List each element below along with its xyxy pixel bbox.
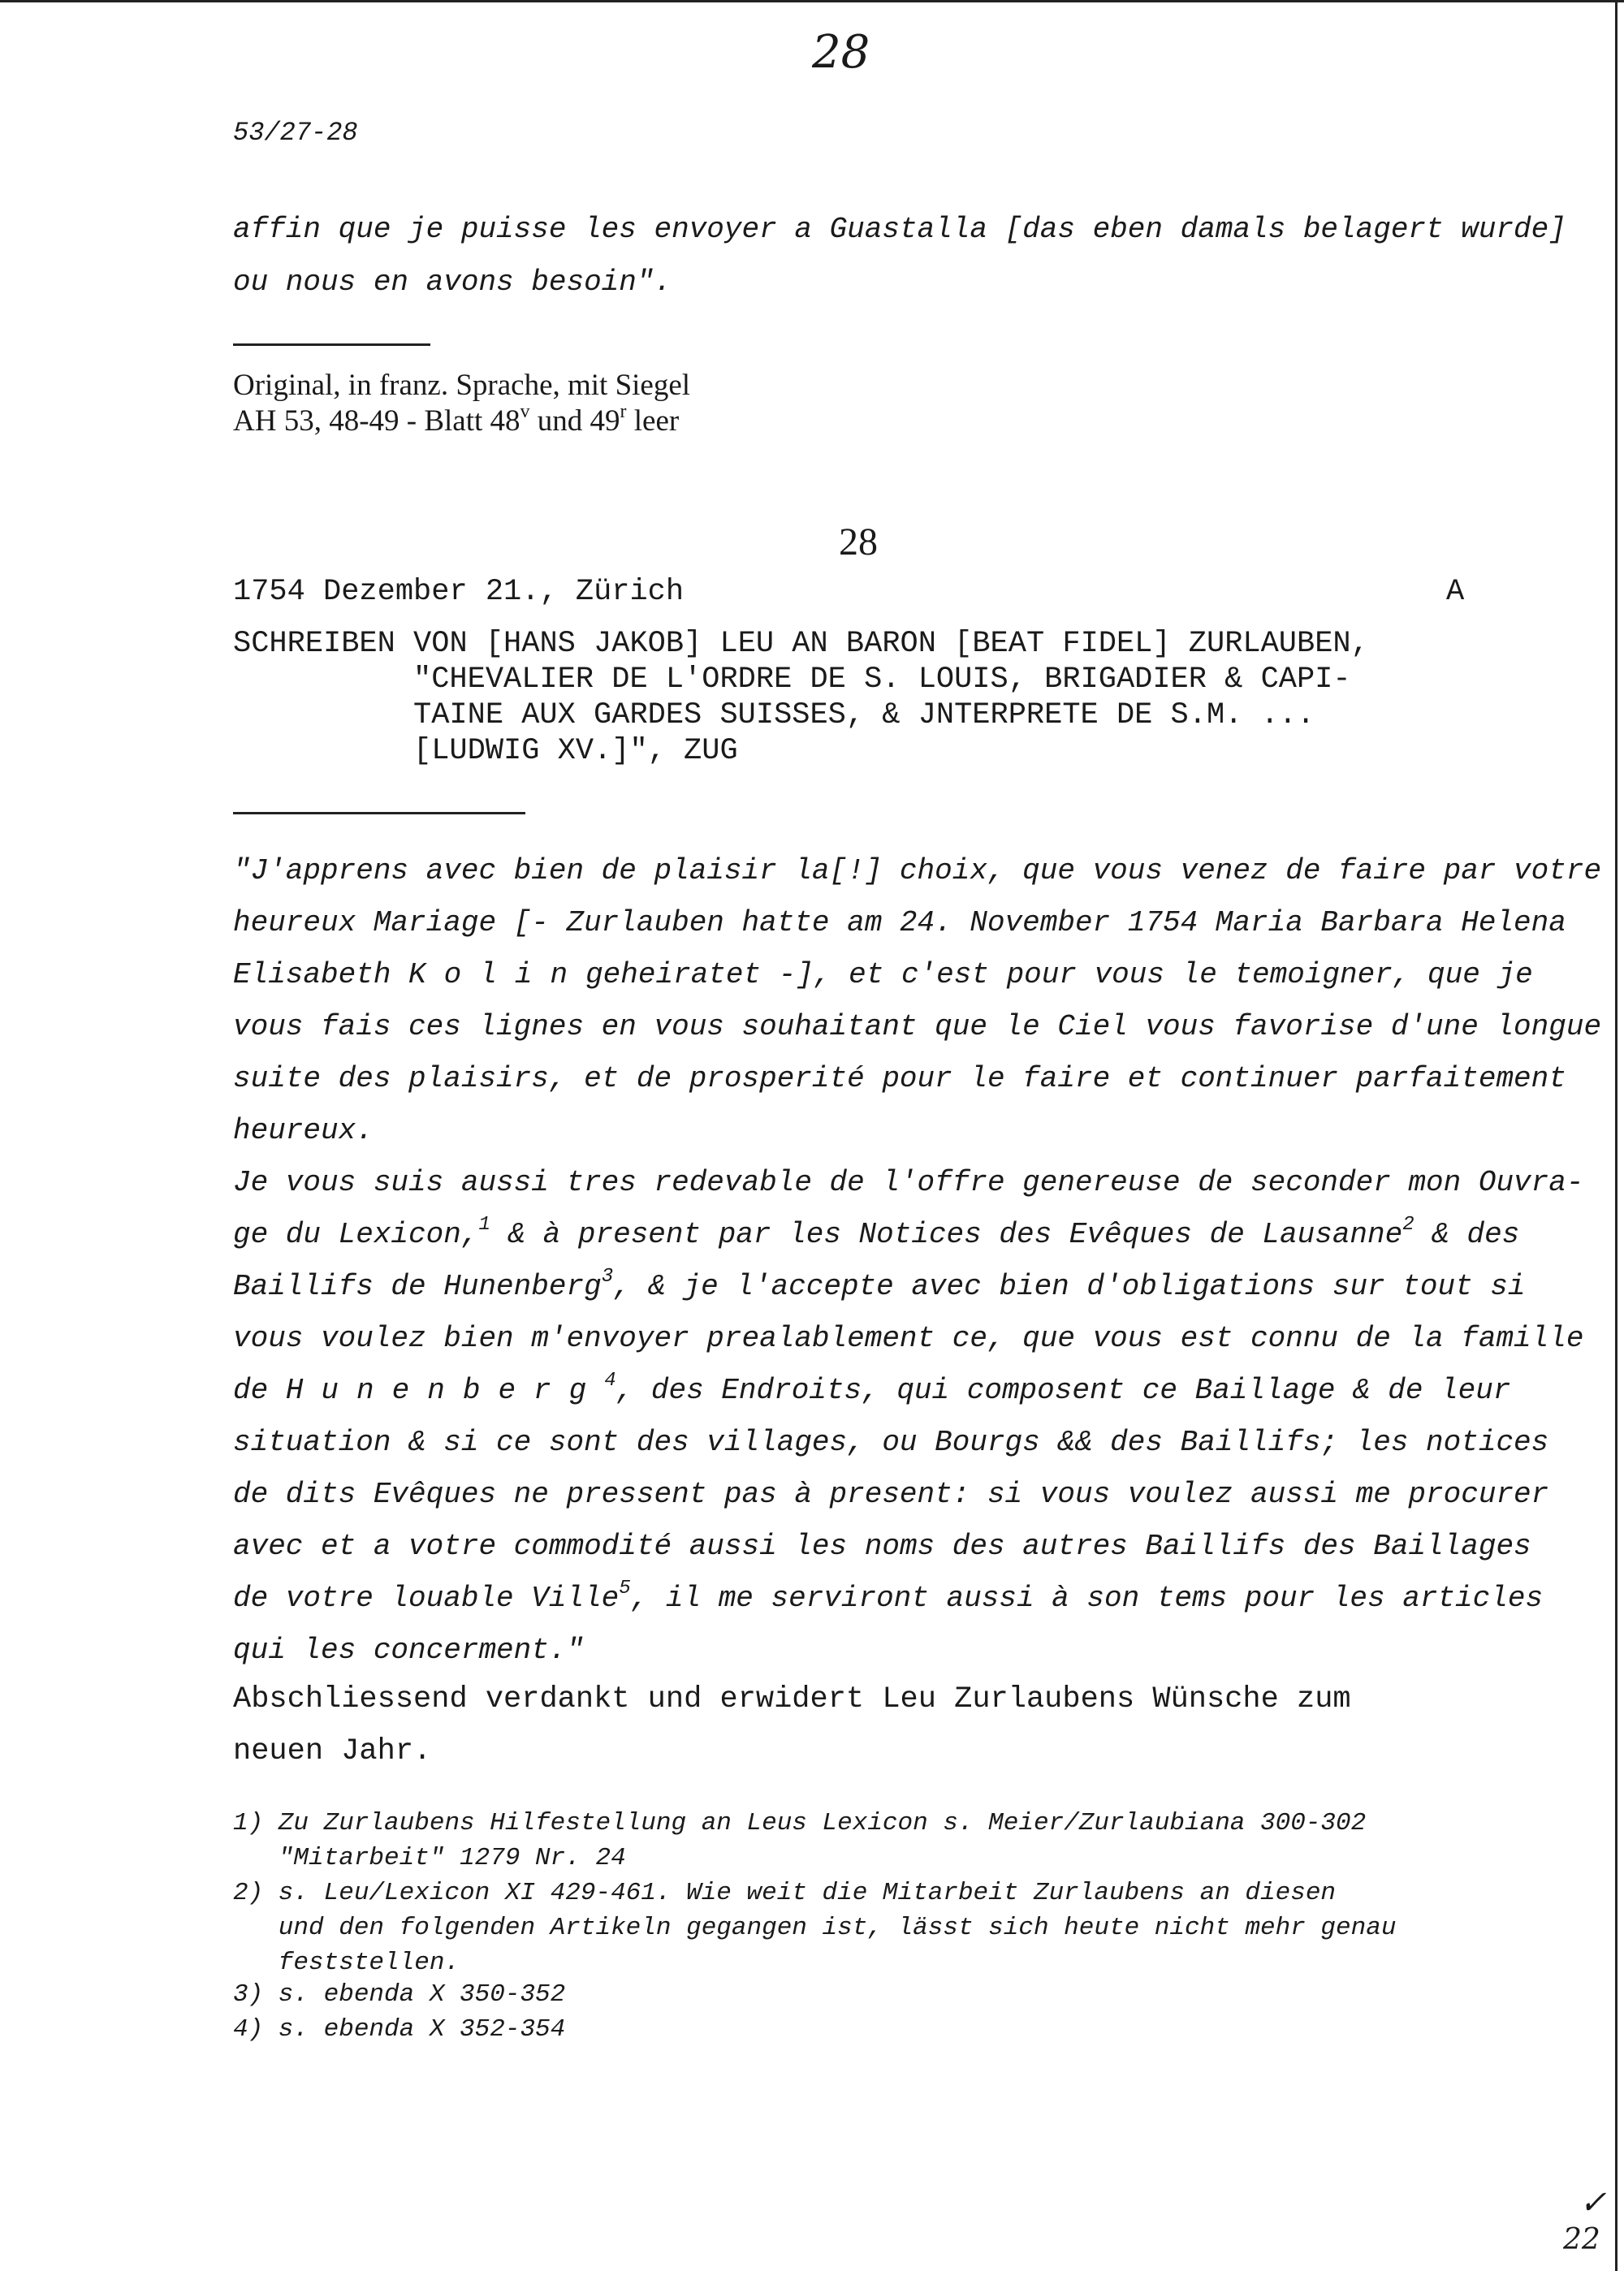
footnote-ref-3: 3 [601, 1266, 614, 1288]
footnote-1: 1) Zu Zurlaubens Hilfestellung an Leus Lexicon s. Meier/Zurlaubiana 300-302 "Mitarbeit" 1279 Nr. 24 [233, 1809, 1367, 1872]
footnote-ref-4: 4 [604, 1370, 616, 1392]
corner-number: 22 [1563, 2223, 1600, 2256]
quote-line-6: heureux. [233, 1114, 374, 1147]
quote-line-10: vous voulez bien m'envoyer prealablement ce, que vous est connu de la famille [233, 1322, 1584, 1355]
title-line-4: [LUDWIG XV.]", ZUG [413, 734, 738, 768]
quote-line-7: Je vous suis aussi tres redevable de l'offre genereuse de seconder mon Ouvra- [233, 1166, 1584, 1199]
page-right-border [1615, 0, 1618, 2271]
document-type-mark: A [1446, 575, 1465, 609]
quote-line-4: vous fais ces lignes en vous souhaitant que le Ciel vous favorise d'une longue [233, 1010, 1602, 1043]
quote-line-5: suite des plaisirs, et de prosperité pour le faire et continuer parfaitement [233, 1062, 1566, 1095]
title-line-3: TAINE AUX GARDES SUISSES, & JNTERPRETE DE S.M. ... [413, 698, 1315, 732]
footnote-ref-1: 1 [478, 1214, 490, 1236]
quote-line-13: de dits Evêques ne pressent pas à present: si vous voulez aussi me procurer [233, 1478, 1549, 1511]
spaced-name-kolin: Kolin [408, 958, 586, 991]
check-mark-icon: ✓ [1579, 2184, 1607, 2221]
continuation-line-1: affin que je puisse les envoyer a Guastalla [das eben damals belagert wurde] [233, 213, 1566, 246]
reference-number: 53/27-28 [233, 118, 358, 148]
title-line-2: "CHEVALIER DE L'ORDRE DE S. LOUIS, BRIGADIER & CAPI- [413, 663, 1351, 697]
separator-rule-2 [233, 812, 525, 814]
footnote-ref-5: 5 [619, 1578, 631, 1600]
footnote-3: 3) s. ebenda X 350-352 [233, 1980, 566, 2009]
quote-line-11: de Hunenberg$^4$, des Endroits, qui composent ce Baillage & de leur [233, 1370, 1511, 1407]
source-note-line-1: Original, in franz. Sprache, mit Siegel [233, 369, 691, 402]
quote-line-9: Baillifs de Hunenberg$^3$, & je l'accepte avec bien d'obligations sur tout si [233, 1266, 1526, 1303]
document-number: 28 [839, 520, 878, 563]
quote-line-2: heureux Mariage [- Zurlauben hatte am 24. November 1754 Maria Barbara Helena [233, 906, 1566, 939]
title-line-1: SCHREIBEN VON [HANS JAKOB] LEU AN BARON [BEAT FIDEL] ZURLAUBEN, [233, 627, 1369, 661]
closing-line-1: Abschliessend verdankt und erwidert Leu Zurlaubens Wünsche zum [233, 1682, 1351, 1716]
quote-line-1: "J'apprens avec bien de plaisir la[!] choix, que vous venez de faire par votre [233, 854, 1602, 887]
quote-line-3: Elisabeth Kolingeheiratet -], et c'est pour vous le temoigner, que je [233, 958, 1533, 991]
quote-line-12: situation & si ce sont des villages, ou Bourgs && des Baillifs; les notices [233, 1426, 1549, 1459]
footnote-4: 4) s. ebenda X 352-354 [233, 2015, 566, 2044]
footnote-2: 2) s. Leu/Lexicon XI 429-461. Wie weit die Mitarbeit Zurlaubens an diesen und den folgenden Artikeln gegangen ist, lässt sich heute nicht mehr genau feststellen. [233, 1879, 1397, 1977]
quote-line-8: ge du Lexicon,$^1$ & à present par les Notices des Evêques de Lausanne$^2$ & des [233, 1214, 1520, 1251]
continuation-line-2: ou nous en avons besoin". [233, 266, 672, 299]
quote-line-15: de votre louable Ville$^5$, il me serviront aussi à son tems pour les articles [233, 1578, 1544, 1615]
footnote-ref-2: 2 [1402, 1214, 1415, 1236]
separator-rule-1 [233, 343, 430, 346]
closing-line-2: neuen Jahr. [233, 1734, 432, 1768]
source-note-line-2: AH 53, 48-49 - Blatt 48$^v$ und 49$^r$ leer [233, 401, 680, 438]
date-place: 1754 Dezember 21., Zürich [233, 575, 685, 609]
quote-line-14: avec et a votre commodité aussi les noms des autres Baillifs des Baillages [233, 1530, 1531, 1563]
handwritten-page-number: 28 [812, 26, 870, 79]
spaced-name-hunenberg: Hunenberg [285, 1374, 605, 1407]
page-top-border [0, 0, 1624, 2]
quote-line-16: qui les concerment." [233, 1634, 585, 1667]
